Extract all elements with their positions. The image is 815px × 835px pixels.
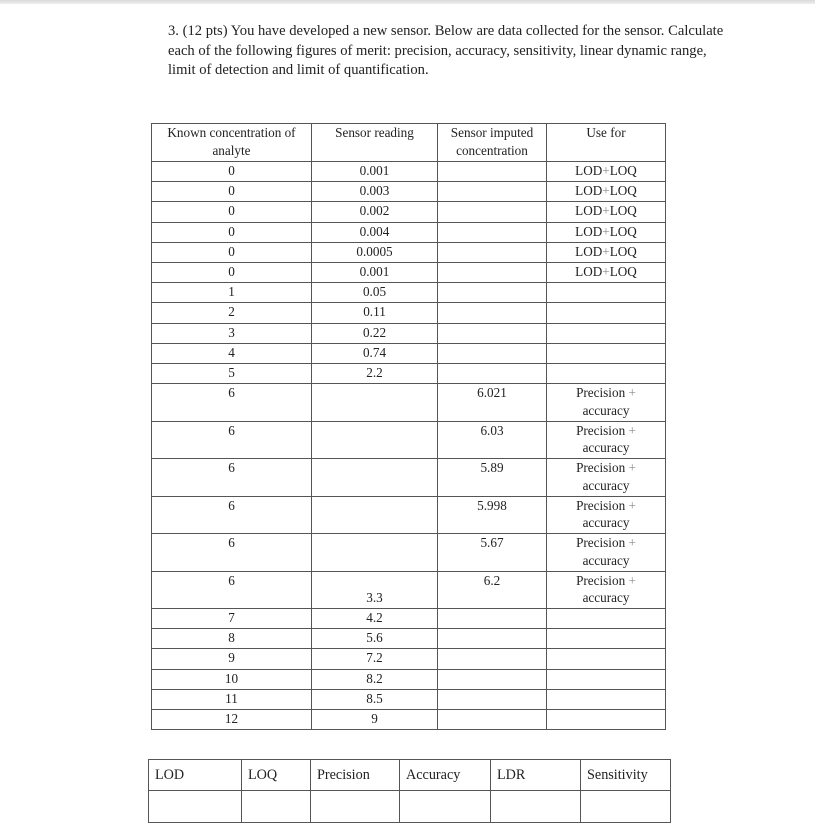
imputed-concentration-cell — [438, 303, 547, 323]
imputed-concentration-cell: 5.67 — [438, 534, 547, 572]
plus-sign: + — [625, 422, 636, 438]
known-concentration-cell: 3 — [152, 323, 312, 343]
sensor-reading-cell: 4.2 — [312, 609, 438, 629]
use-for-cell — [547, 363, 666, 383]
table-row — [152, 459, 666, 497]
use-for-cell — [547, 571, 666, 609]
imputed-concentration-cell — [438, 343, 547, 363]
use-for-secondary: LOQ — [609, 223, 637, 239]
use-for-cell — [547, 384, 666, 422]
use-for-secondary: LOQ — [609, 163, 637, 178]
imputed-concentration-cell: 6.2 — [438, 571, 547, 609]
use-for-cell — [547, 629, 666, 649]
plus-sign: + — [602, 203, 610, 219]
table-row — [152, 242, 666, 262]
use-for-primary: LOD — [575, 223, 603, 239]
table-row — [152, 421, 666, 459]
known-concentration-cell: 6 — [152, 459, 312, 497]
use-for-cell — [547, 162, 666, 182]
sensor-reading-cell — [312, 421, 438, 459]
known-concentration-cell: 0 — [152, 262, 312, 282]
header-imputed-concentration: Sensor imputed concentration — [438, 124, 547, 162]
header-known-concentration: Known concentration of analyte — [152, 124, 312, 162]
plus-sign: + — [602, 183, 610, 199]
results-header-precision: Precision — [311, 760, 400, 791]
known-concentration-cell: 12 — [152, 710, 312, 730]
table-row — [152, 262, 666, 282]
table-row — [152, 496, 666, 534]
known-concentration-cell: 6 — [152, 421, 312, 459]
sensor-reading-cell: 0.001 — [312, 162, 438, 182]
plus-sign: + — [625, 385, 636, 401]
known-concentration-cell: 9 — [152, 649, 312, 669]
known-concentration-cell: 8 — [152, 629, 312, 649]
top-edge — [0, 0, 815, 4]
plus-sign: + — [602, 163, 610, 178]
imputed-concentration-cell — [438, 162, 547, 182]
table-row — [152, 571, 666, 609]
sensor-reading-cell — [312, 496, 438, 534]
known-concentration-cell: 0 — [152, 162, 312, 182]
use-for-cell — [547, 182, 666, 202]
table-row — [152, 363, 666, 383]
use-for-primary: Precision — [576, 460, 626, 476]
imputed-concentration-cell — [438, 629, 547, 649]
plus-sign: + — [625, 460, 636, 476]
use-for-secondary: accuracy — [582, 477, 630, 493]
results-header-loq: LOQ — [242, 760, 311, 791]
known-concentration-cell: 2 — [152, 303, 312, 323]
known-concentration-cell: 0 — [152, 222, 312, 242]
use-for-cell — [547, 262, 666, 282]
table-row — [152, 609, 666, 629]
use-for-secondary: LOQ — [609, 243, 637, 259]
imputed-concentration-cell — [438, 222, 547, 242]
known-concentration-cell: 6 — [152, 534, 312, 572]
table-row — [152, 649, 666, 669]
use-for-secondary: LOQ — [609, 183, 637, 199]
use-for-cell — [547, 459, 666, 497]
plus-sign: + — [602, 243, 610, 259]
sensor-reading-cell: 8.2 — [312, 669, 438, 689]
use-for-secondary: LOQ — [609, 263, 637, 279]
use-for-cell — [547, 202, 666, 222]
imputed-concentration-cell: 5.89 — [438, 459, 547, 497]
use-for-primary: Precision — [576, 497, 626, 513]
sensor-reading-cell — [312, 534, 438, 572]
use-for-cell — [547, 689, 666, 709]
sensor-reading-cell — [312, 459, 438, 497]
table-row — [152, 710, 666, 730]
plus-sign: + — [625, 572, 636, 588]
known-concentration-cell: 11 — [152, 689, 312, 709]
results-header-lod: LOD — [149, 760, 242, 791]
sensor-reading-cell: 5.6 — [312, 629, 438, 649]
sensor-reading-cell: 0.004 — [312, 222, 438, 242]
use-for-cell — [547, 343, 666, 363]
sensor-reading-cell: 0.74 — [312, 343, 438, 363]
sensor-reading-cell: 2.2 — [312, 363, 438, 383]
results-table — [148, 759, 671, 823]
imputed-concentration-cell — [438, 202, 547, 222]
known-concentration-cell: 4 — [152, 343, 312, 363]
sensor-reading-cell: 0.11 — [312, 303, 438, 323]
use-for-primary: LOD — [575, 203, 603, 219]
imputed-concentration-cell — [438, 182, 547, 202]
sensor-reading-cell: 0.003 — [312, 182, 438, 202]
imputed-concentration-cell — [438, 669, 547, 689]
results-cell-precision[interactable] — [311, 791, 400, 823]
imputed-concentration-cell — [438, 710, 547, 730]
table-row — [152, 689, 666, 709]
known-concentration-cell: 6 — [152, 384, 312, 422]
use-for-secondary: accuracy — [582, 402, 630, 418]
table-row — [152, 303, 666, 323]
use-for-cell — [547, 323, 666, 343]
plus-sign: + — [625, 497, 636, 513]
imputed-concentration-cell — [438, 363, 547, 383]
sensor-reading-cell: 9 — [312, 710, 438, 730]
sensor-reading-cell — [312, 384, 438, 422]
imputed-concentration-cell — [438, 242, 547, 262]
use-for-cell — [547, 283, 666, 303]
results-cell-loq[interactable] — [242, 791, 311, 823]
table-row — [152, 222, 666, 242]
plus-sign: + — [625, 535, 636, 551]
imputed-concentration-cell — [438, 262, 547, 282]
plus-sign: + — [602, 223, 610, 239]
use-for-secondary: LOQ — [609, 203, 637, 219]
known-concentration-cell: 0 — [152, 242, 312, 262]
header-sensor-reading: Sensor reading — [312, 124, 438, 162]
use-for-cell — [547, 669, 666, 689]
imputed-concentration-cell — [438, 689, 547, 709]
sensor-reading-cell: 0.0005 — [312, 242, 438, 262]
results-header-ldr: LDR — [491, 760, 581, 791]
table-row — [152, 534, 666, 572]
known-concentration-cell: 0 — [152, 202, 312, 222]
imputed-concentration-cell: 6.03 — [438, 421, 547, 459]
known-concentration-cell: 6 — [152, 496, 312, 534]
results-header-sensitivity: Sensitivity — [581, 760, 671, 791]
sensor-reading-cell: 0.05 — [312, 283, 438, 303]
sensor-reading-cell: 0.001 — [312, 262, 438, 282]
sensor-reading-cell: 8.5 — [312, 689, 438, 709]
table-row — [152, 343, 666, 363]
sensor-reading-cell: 3.3 — [312, 571, 438, 609]
table-row — [152, 283, 666, 303]
use-for-primary: Precision — [576, 422, 626, 438]
table-row — [152, 202, 666, 222]
use-for-primary: Precision — [576, 572, 626, 588]
use-for-primary: LOD — [575, 163, 603, 178]
results-header-accuracy: Accuracy — [400, 760, 491, 791]
known-concentration-cell: 10 — [152, 669, 312, 689]
imputed-concentration-cell — [438, 649, 547, 669]
use-for-cell — [547, 710, 666, 730]
use-for-cell — [547, 421, 666, 459]
known-concentration-cell: 1 — [152, 283, 312, 303]
plus-sign: + — [602, 263, 610, 279]
use-for-secondary: accuracy — [582, 515, 630, 531]
use-for-secondary: accuracy — [582, 590, 630, 606]
sensor-reading-cell: 7.2 — [312, 649, 438, 669]
table-row — [152, 162, 666, 182]
results-cell-ldr[interactable] — [491, 791, 581, 823]
use-for-primary: LOD — [575, 183, 603, 199]
table-row — [152, 384, 666, 422]
imputed-concentration-cell: 5.998 — [438, 496, 547, 534]
use-for-cell — [547, 534, 666, 572]
known-concentration-cell: 7 — [152, 609, 312, 629]
known-concentration-cell: 0 — [152, 182, 312, 202]
table-row — [152, 669, 666, 689]
use-for-primary: Precision — [576, 535, 626, 551]
sensor-reading-cell: 0.22 — [312, 323, 438, 343]
use-for-cell — [547, 222, 666, 242]
use-for-cell — [547, 496, 666, 534]
table-row — [152, 323, 666, 343]
use-for-primary: Precision — [576, 385, 626, 401]
header-use-for: Use for — [547, 124, 666, 162]
use-for-cell — [547, 609, 666, 629]
use-for-cell — [547, 649, 666, 669]
use-for-secondary: accuracy — [582, 440, 630, 456]
results-cell-lod[interactable] — [149, 791, 242, 823]
sensor-reading-cell: 0.002 — [312, 202, 438, 222]
imputed-concentration-cell — [438, 283, 547, 303]
table-row — [152, 182, 666, 202]
use-for-primary: LOD — [575, 243, 603, 259]
use-for-cell — [547, 303, 666, 323]
imputed-concentration-cell — [438, 609, 547, 629]
imputed-concentration-cell — [438, 323, 547, 343]
use-for-primary: LOD — [575, 263, 603, 279]
table-row — [152, 629, 666, 649]
results-cell-accuracy[interactable] — [400, 791, 491, 823]
use-for-cell — [547, 242, 666, 262]
question-text: 3. (12 pts) You have developed a new sensor. Below are data collected for the sensor. Calculate each of the following figures of merit: precision, accuracy, sensitivity, linear dynamic range, limit of detection and limit of quantification. — [168, 23, 724, 78]
known-concentration-cell: 5 — [152, 363, 312, 383]
imputed-concentration-cell: 6.021 — [438, 384, 547, 422]
sensor-data-table — [151, 123, 666, 730]
results-cell-sensitivity[interactable] — [581, 791, 671, 823]
use-for-secondary: accuracy — [582, 552, 630, 568]
known-concentration-cell: 6 — [152, 571, 312, 609]
